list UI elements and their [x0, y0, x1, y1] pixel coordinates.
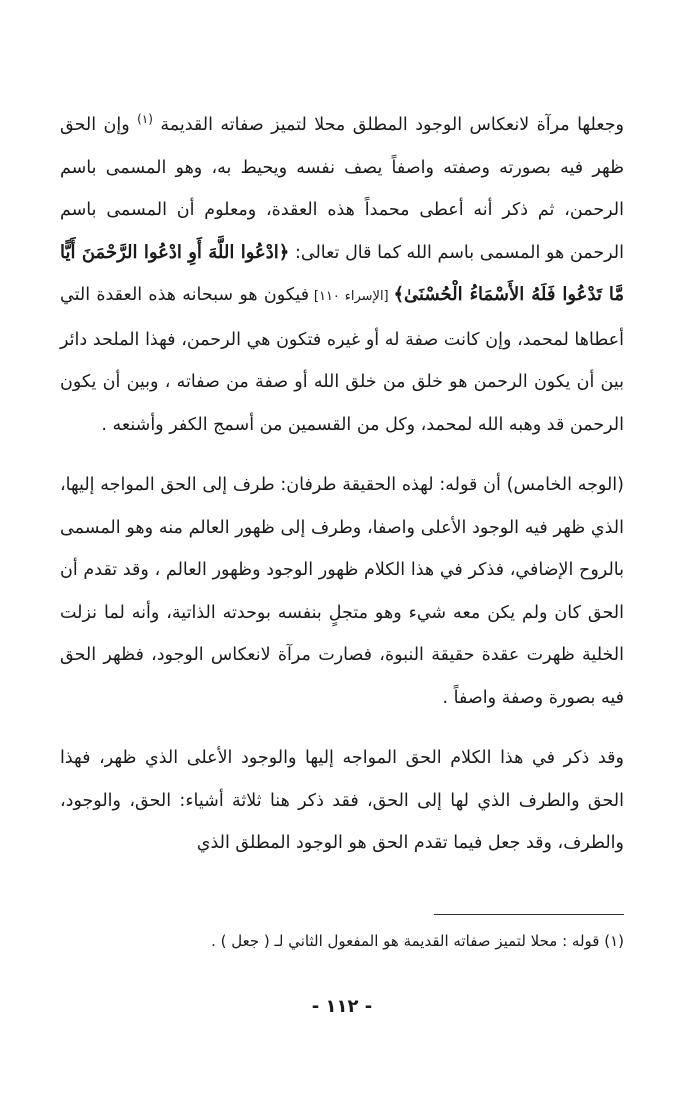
paragraph-1-part-3: فيكون هو سبحانه هذه العقدة التي أعطاها لمحمد، وإن كانت صفة له أو غيره فتكون هي الرحمن، فهذا الملحد دائر بين أن يكون الرحمن هو خلق من خلق الله أو صفة من صفاته ، وبين أن يكون الرحمن قد وهبه الله لمحمد، وكل من القسمين من أسمج الكفر وأشنعه . — [60, 285, 624, 435]
paragraph-2: (الوجه الخامس) أن قوله: لهذه الحقيقة طرفان: طرف إلى الحق المواجه إليها، الذي ظهر فيه الوجود الأعلى واصفا، وطرف إلى ظهور العالم منه وهو المسمى بالروح الإضافي، فذكر في هذا الكلام ظهور الوجود وظهور العالم ، وقد تقدم أن الحق كان ولم يكن معه شيء وهو متجلٍ بنفسه بوحدته الذاتية، وأنه لما نزلت الخلية ظهرت عقدة حقيقة النبوة، فصارت مرآة لانعكاس الوجود، فظهر الحق فيه بصورة وصفة واصفاً . — [60, 475, 624, 708]
footnote-divider — [434, 914, 624, 915]
footnote-marker: (١) — [137, 112, 153, 127]
main-text — [60, 104, 624, 865]
page-number: - ١١٢ - — [311, 996, 373, 1017]
footnote: (١) قوله : محلا لتميز صفاته القديمة هو المفعول الثاني لـ ( جعل ) . — [211, 932, 624, 950]
paragraph-3: وقد ذكر في هذا الكلام الحق المواجه إليها والوجود الأعلى الذي ظهر، فهذا الحق والطرف الذي لها إلى الحق، فقد ذكر هنا ثلاثة أشياء: الحق، والوجود، والطرف، وقد جعل فيما تقدم الحق هو الوجود المطلق الذي — [60, 748, 624, 853]
quran-verse: ﴿ادْعُوا اللَّهَ أَوِ ادْعُوا الرَّحْمَنَ أَيًّا مَّا تَدْعُوا فَلَهُ الأَسْمَاءُ الْحُسْنَىٰ﴾ — [60, 241, 624, 305]
paragraph-1-part-1: وجعلها مرآة لانعكاس الوجود المطلق محلا لتميز صفاته القديمة — [152, 115, 624, 135]
paragraph-1-part-2: وإن الحق ظهر فيه بصورته وصفته واصفاً يصف نفسه ويحيط به، وهو المسمى باسم الرحمن، ثم ذكر أنه أعطى محمداً هذه العقدة، ومعلوم أن المسمى باسم الرحمن هو المسمى باسم الله كما قال تعالى: — [60, 115, 624, 263]
verse-reference: [الإسراء ١١٠] — [309, 289, 394, 304]
paragraph-1 — [60, 104, 624, 446]
